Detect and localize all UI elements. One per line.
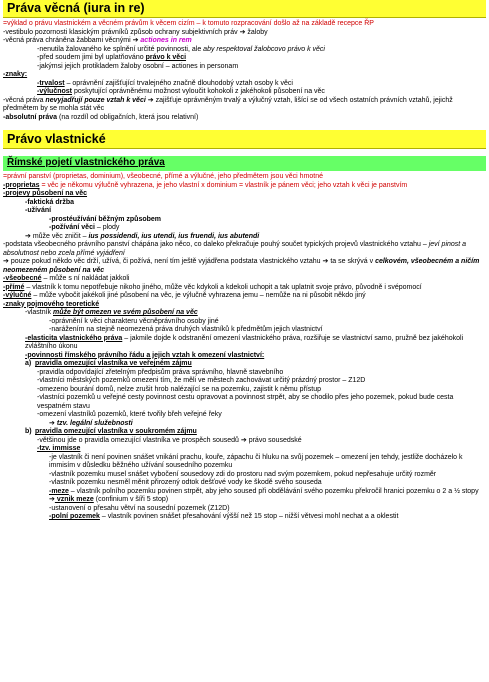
text-line: -užívání — [25, 207, 52, 214]
text-line: ➔ může věc zničit – ius possidendi, ius utendi, ius fruendi, ius abutendi — [25, 232, 260, 240]
text-line: -trvalost – oprávnění zajišťující trvalejného značně dlouhodobý vztah osoby k věci — [37, 79, 293, 87]
arrow-right-icon: ➔ — [49, 496, 55, 503]
text-line: -požívání věci – plody — [49, 224, 120, 231]
text-line: -omezeno bourání domů, nelze zrušit hrob nalézající se na pozemku, zajistit k němu přístup — [37, 385, 322, 393]
text-line: -znaky pojmového teoretické — [3, 300, 100, 308]
arrow-right-icon: ➔ — [49, 419, 55, 427]
text-line: -nenutila žalovaného ke splnění určité povinnosti, ale aby respektoval žalobcovo právo k věci — [37, 45, 325, 53]
text-line: -meze – vlastník polního pozemku povinen strpět, aby jeho soused při obdělávání svého pozemku překročil hranici pozemku o 2 a ½ stopy ➔ vznik meze (confinium v šíři 5 stop) — [49, 487, 479, 503]
text-line: -absolutní práva (na rozdíl od obligačních, která jsou relativní) — [3, 113, 199, 121]
heading-rimske-pojeti: Římské pojetí vlastnického práva — [3, 156, 486, 171]
text-line: -výlučnost poskytující oprávněnému možnost vyloučit kohokoli z jakéhokoli působení na věc — [37, 88, 325, 95]
text-line: -vlastníci městských pozemků omezeni tím, že měli ve městech zachovávat určitý prázdný prostor – Z12D — [37, 377, 366, 384]
text-line: -pravidla odpovídající zřetelným předpisům práva správního, hlavně stavebního — [37, 368, 284, 376]
text-line: -vlastník pozemku nesměl měnit přirozený odtok dešťové vody ke škodě svého souseda — [49, 479, 322, 486]
text-line: ➔ tzv. legální služebnosti — [49, 419, 133, 427]
text-line: =právní panství (proprietas, dominium), všeobecné, přímé a výlučné, jeho předmětem jsou věci hmotné — [3, 173, 324, 180]
arrow-right-icon: ➔ — [147, 96, 154, 104]
heading-prava-vecna: Práva věcná (iura in re) — [3, 0, 486, 18]
text-line: ➔ pouze pokud někdo věc drží, užívá, či požívá, není tím ještě vyjádřena podstata vlastnického vztahu ➔ ta se skrývá v celkovém, všeobecném a ničím neomezeném působení na věc — [3, 258, 480, 274]
text-line: -tzv. immisse — [37, 445, 81, 452]
arrow-right-icon: ➔ — [132, 37, 139, 44]
list-item-b: b) pravidla omezující vlastníka v soukromém zájmu — [25, 428, 197, 435]
text-line: -povinnosti římského právního řádu a jejich vztah k omezení vlastnictví: — [25, 351, 265, 359]
section-rimske-pojeti — [0, 171, 489, 522]
text-line: -oprávnění k věci charakteru věcněprávního osoby jiné — [49, 317, 219, 325]
text-line: -vlastník pozemku musel snášet vybočení sousedovy zdi do prostoru nad svým pozemkem, pokud nepřesahuje určitý rozměr — [49, 470, 437, 478]
text-line: -vlastníci pozemků u veřejné cesty povinnost cestu opravovat a povinnost strpět, aby se chodilo přes jeho pozemek, pokud bude cesta vespatném stavu — [37, 394, 454, 410]
text-line: -ustanovení o přesahu větví na sousední pozemek (Z12D) — [49, 504, 230, 512]
text-line: -omezení vlastníků pozemků, které tvořily břeh veřejné řeky — [37, 411, 222, 418]
text-line: -jakýmsi jejich protikladem žaloby osobní – actiones in personam — [37, 62, 239, 70]
text-line: -většinou jde o pravidla omezující vlastníka ve prospěch sousedů ➔ právo sousedské — [37, 436, 302, 444]
heading-pravo-vlastnicke: Právo vlastnické — [3, 130, 486, 149]
text-line: -proprietas = věc je někomu výlučně vyhrazena, je jeho vlastní x dominium = vlastník je pánem věci; jeho vztah k věci je panstvím — [3, 181, 408, 189]
text-line: -polní pozemek – vlastník povinen snášet přesahování výšší než 15 stop – nižší větvesi mohl nechat a a oklestit — [49, 513, 399, 520]
arrow-right-icon: ➔ — [240, 436, 247, 444]
text-line: =výklad o právu vlastnickém a věcném právům k věcem cizím – k tomuto rozpracování došlo až na základě recepce ŘP — [3, 20, 374, 27]
text-line: -vestibulo pozornosti klasickým právníků způsob ochrany subjektivních práv ➔ žaloby — [3, 28, 268, 36]
arrow-right-icon: ➔ — [25, 232, 31, 240]
text-line: -faktická držba — [25, 198, 75, 206]
arrow-right-icon: ➔ — [239, 28, 246, 36]
text-line: -je vlastník či není povinen snášet vnikání prachu, kouře, zápachu či hluku na svůj pozemek – omezení jen tehdy, jestliže docházelo k immisím v důsledku běžného užívání sousedního pozemku — [49, 453, 463, 469]
text-line: -narážením na stejně neomezená práva druhých vlastníků k předmětům jejich vlastnictví — [49, 326, 323, 333]
text-line: -prostéužívání běžným způsobem — [49, 215, 162, 223]
text-line: -znaky: — [3, 71, 28, 78]
text-line: -přímé – vlastník k tomu nepotřebuje nikoho jiného, může věc kdykoli a kdekoli uchopit a tak uplatnit svoje právo, původně i svépomocí — [3, 283, 422, 291]
text-line: -věcná práva nevyjadřují pouze vztah k věci ➔ zajišťuje oprávněným trvalý a výlučný vztah, lišící se od všech ostatních právních vztahů, jejichž předmětem by se mohla stát věc — [3, 96, 453, 112]
section-prava-vecna — [0, 18, 489, 122]
text-line: -elasticita vlastnického práva – jakmile dojde k odstranění omezení vlastnického práva, rozšiřuje se vlastnictví samo, pružně bez jakéhokoli zvláštního úkonu — [25, 334, 464, 350]
text-line: -vlastník může být omezen ve svém působení na věc — [25, 309, 198, 316]
arrow-right-icon: ➔ — [322, 258, 329, 265]
text-line: -projevy působení na věc — [3, 190, 88, 197]
text-line: -všeobecné – může s ní nakládat jakkoli — [3, 275, 130, 282]
list-item-a: a) pravidla omezující vlastníka ve veřejném zájmu — [25, 360, 192, 367]
text-line: -věcná práva chráněna žabbami věcnými ➔ actiones in rem — [3, 37, 192, 44]
text-line: -před soudem jimi byl uplatňováno právo k věci — [37, 54, 187, 61]
text-line: -výlučné – může vybočit jakékoli jiné působení na věc, je výlučně vyhrazena jemu – nemůže na ni působit někdo jiný — [3, 292, 366, 299]
text-line: -podstata všeobecného právního panství chápána jako něco, co daleko překračuje pouhý součet typických projevů vlastnického vztahu – jeví pinost a absolutnost nebo zcela přímé vyjádření — [3, 241, 467, 257]
arrow-right-icon: ➔ — [3, 258, 9, 265]
